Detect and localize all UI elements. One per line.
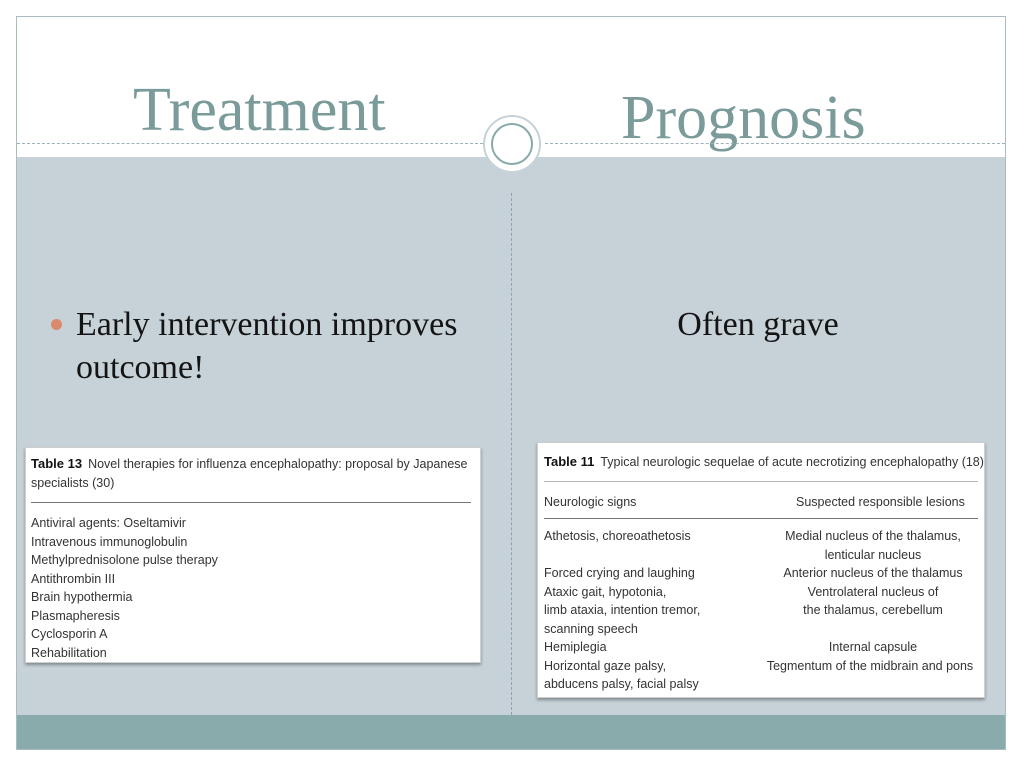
table-cell-sign: Ataxic gait, hypotonia, xyxy=(544,584,667,599)
bullet-dot-icon xyxy=(51,319,62,330)
list-item: Antithrombin III xyxy=(31,571,116,586)
table-cell-sign: Athetosis, choreoathetosis xyxy=(544,529,691,543)
table-13-image xyxy=(25,447,481,663)
prognosis-title: Prognosis xyxy=(621,84,866,152)
prognosis-text: Often grave xyxy=(677,306,839,343)
table-11-caption xyxy=(544,452,984,472)
treatment-bullet-text: Early intervention improves outcome! xyxy=(76,306,458,386)
list-item: Cyclosporin A xyxy=(31,627,108,641)
circle-ornament-icon xyxy=(483,115,541,173)
header-divider-left xyxy=(17,143,483,144)
table-cell-lesion: Tegmentum of the midbrain and pons xyxy=(766,658,974,673)
list-item: Intravenous immunoglobulin xyxy=(31,534,188,549)
list-item: Brain hypothermia xyxy=(31,590,133,604)
table-11-rule-header xyxy=(544,518,978,519)
table-cell-lesion: Anterior nucleus of the thalamus xyxy=(783,566,963,580)
list-item: Methylprednisolone pulse therapy xyxy=(31,553,218,567)
table-13-caption xyxy=(31,454,476,493)
table-cell-lesion: the thalamus, cerebellum xyxy=(803,603,943,617)
table-cell-sign: Forced crying and laughing xyxy=(544,566,695,580)
table-13-rule xyxy=(31,502,471,503)
table-13-caption-text: Novel therapies for influenza encephalopathy: proposal by Japanese specialists (30) xyxy=(31,457,468,490)
table-cell-lesion: Ventrolateral nucleus of xyxy=(807,584,939,599)
table-11-caption-text: Typical neurologic sequelae of acute necrotizing encephalopathy (18) xyxy=(600,455,984,469)
slide xyxy=(16,16,1006,750)
table-11-number: Table 11 xyxy=(544,454,595,469)
treatment-bullet xyxy=(51,303,471,389)
table-11-image xyxy=(537,442,985,698)
column-header-lesions: Suspected responsible lesions xyxy=(796,495,965,509)
table-cell-sign: Horizontal gaze palsy, xyxy=(544,658,667,673)
column-divider xyxy=(511,193,512,715)
list-item: Antiviral agents: Oseltamivir xyxy=(31,516,186,530)
list-item: Plasmapheresis xyxy=(31,608,120,623)
treatment-title: Treatment xyxy=(133,76,386,144)
table-13-number: Table 13 xyxy=(31,456,83,471)
list-item: Rehabilitation xyxy=(31,645,107,660)
table-cell-sign: scanning speech xyxy=(544,621,638,636)
column-header-signs: Neurologic signs xyxy=(544,495,637,509)
table-11-rule-top xyxy=(544,481,978,482)
header-divider-right xyxy=(545,143,1005,144)
table-cell-lesion: Internal capsule xyxy=(828,640,918,654)
table-cell-lesion: lenticular nucleus xyxy=(824,547,922,562)
table-cell-lesion: Medial nucleus of the thalamus, xyxy=(785,529,961,543)
table-cell-sign: limb ataxia, intention tremor, xyxy=(544,603,701,617)
table-cell-sign: abducens palsy, facial palsy xyxy=(544,677,699,691)
table-cell-sign: Hemiplegia xyxy=(544,640,607,654)
footer-band xyxy=(17,715,1005,749)
